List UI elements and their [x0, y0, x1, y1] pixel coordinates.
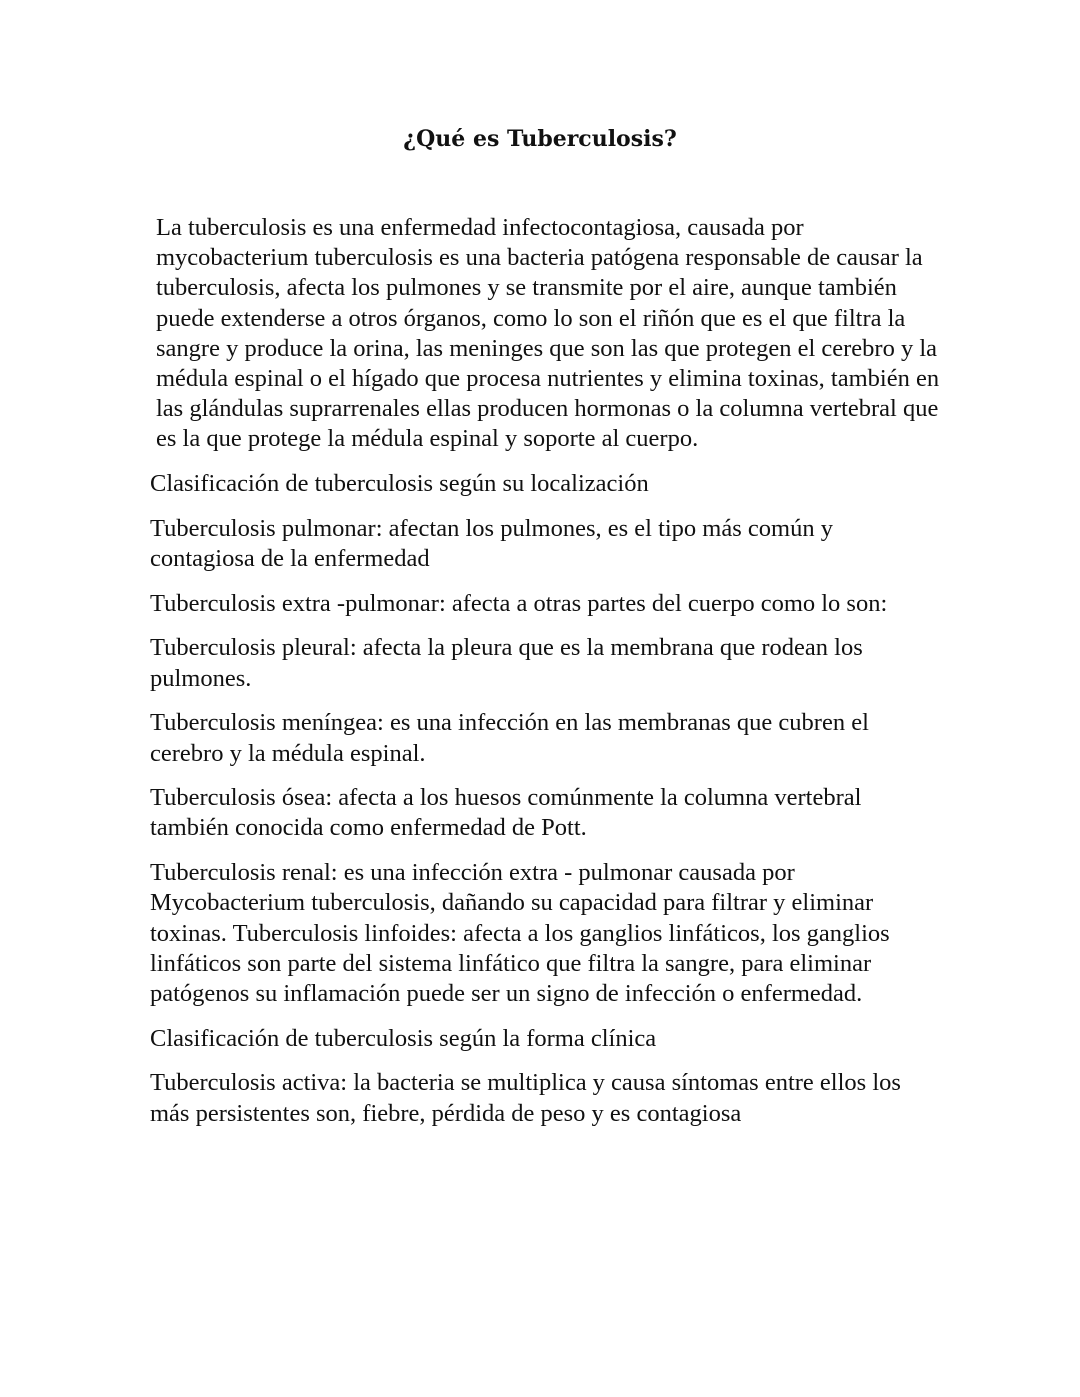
paragraph-pulmonary: Tuberculosis pulmonar: afectan los pulmones, es el tipo más común y contagiosa de la enfermedad: [150, 514, 833, 573]
heading-classification-location: Clasificación de tuberculosis según su localización: [150, 470, 649, 498]
paragraph-introduction: La tuberculosis es una enfermedad infectocontagiosa, causada por mycobacterium tuberculosis es una bacteria patógena responsable de causar la tuberculosis, afecta los pulmones y se transmite por el aire, aunque también puede extenderse a otros órganos, como lo son el riñón que es el que filtra la sangre y produce la orina, las meninges que son las que protegen el cerebro y la médula espinal o el hígado que procesa nutrientes y elimina toxinas, también en las glándulas suprarrenales ellas producen hormonas o la columna vertebral que es la que protege la médula espinal y soporte al cuerpo.: [156, 214, 940, 453]
page-title: ¿Qué es Tuberculosis?: [403, 126, 677, 152]
paragraph-bone: Tuberculosis ósea: afecta a los huesos comúnmente la columna vertebral también conocida como enfermedad de Pott.: [150, 784, 862, 842]
paragraph-pleural: Tuberculosis pleural: afecta la pleura que es la membrana que rodean los pulmones.: [150, 634, 863, 692]
paragraph-renal: Tuberculosis renal: es una infección extra - pulmonar causada por Mycobacterium tuberculosis, dañando su capacidad para filtrar y eliminar toxinas. Tuberculosis linfoides: afecta a los ganglios linfáticos, los ganglios linfáticos son parte del sistema linfático que filtra la sangre, para eliminar patógenos su inflamación puede ser un signo de infección o enfermedad.: [150, 859, 890, 1007]
heading-classification-clinical: Clasificación de tuberculosis según la forma clínica: [150, 1024, 657, 1052]
paragraph-extra-pulmonary: Tuberculosis extra -pulmonar: afecta a otras partes del cuerpo como lo son:: [150, 589, 888, 617]
paragraph-meningeal: Tuberculosis meníngea: es una infección en las membranas que cubren el cerebro y la médula espinal.: [150, 709, 869, 767]
paragraph-active: Tuberculosis activa: la bacteria se multiplica y causa síntomas entre ellos los más persistentes son, fiebre, pérdida de peso y es contagiosa: [150, 1069, 901, 1127]
document-body: [150, 213, 940, 1143]
